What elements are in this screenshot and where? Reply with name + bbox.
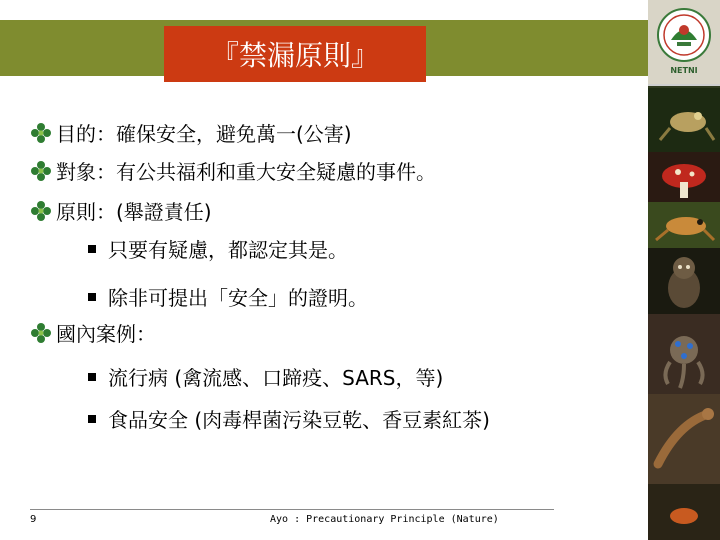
footer-citation: Ayo : Precautionary Principle (Nature) <box>270 514 499 525</box>
sub-item-label: 只要有疑慮，都認定其是。 <box>108 238 348 262</box>
bullet-label: 對象：有公共福利和重大安全疑慮的事件。 <box>56 160 436 184</box>
logo <box>648 0 720 86</box>
bullet-label: 目的：確保安全，避免萬一(公害) <box>56 122 352 146</box>
bullet-purpose <box>30 118 352 147</box>
photo-tree-frog <box>648 202 720 248</box>
diamond-bullet-icon <box>30 322 52 344</box>
bullet-domestic-cases <box>30 318 156 347</box>
bullet-label: 原則：(舉證責任) <box>56 200 212 224</box>
bullet-principle <box>30 196 212 225</box>
diamond-bullet-icon <box>30 160 52 182</box>
square-bullet-icon <box>88 293 96 301</box>
sub-item-epidemic <box>88 362 443 391</box>
square-bullet-icon <box>88 245 96 253</box>
logo-emblem-icon <box>655 6 713 64</box>
bullet-target <box>30 156 436 185</box>
title-box <box>164 26 426 82</box>
sub-item-label: 流行病 (禽流感、口蹄疫、SARS，等) <box>108 366 444 390</box>
slide-title: 『禁漏原則』 <box>210 39 379 72</box>
sub-item-doubt <box>88 234 348 263</box>
photo-salamander <box>648 394 720 484</box>
page-number: 9 <box>30 514 37 525</box>
square-bullet-icon <box>88 373 96 381</box>
sub-item-label: 食品安全 (肉毒桿菌污染豆乾、香豆素紅茶) <box>108 408 490 432</box>
photo-octopus <box>648 314 720 394</box>
photo-bottom <box>648 484 720 540</box>
diamond-bullet-icon <box>30 122 52 144</box>
diamond-bullet-icon <box>30 200 52 222</box>
footer-divider <box>30 509 554 510</box>
bullet-label: 國內案例： <box>56 322 156 346</box>
logo-text: NETNI <box>670 66 698 75</box>
sub-item-food-safety <box>88 404 490 433</box>
photo-frog <box>648 88 720 152</box>
square-bullet-icon <box>88 415 96 423</box>
photo-monkey <box>648 248 720 314</box>
sub-item-label: 除非可提出「安全」的證明。 <box>108 286 368 310</box>
photo-mushroom <box>648 152 720 202</box>
sub-item-proof <box>88 282 368 311</box>
